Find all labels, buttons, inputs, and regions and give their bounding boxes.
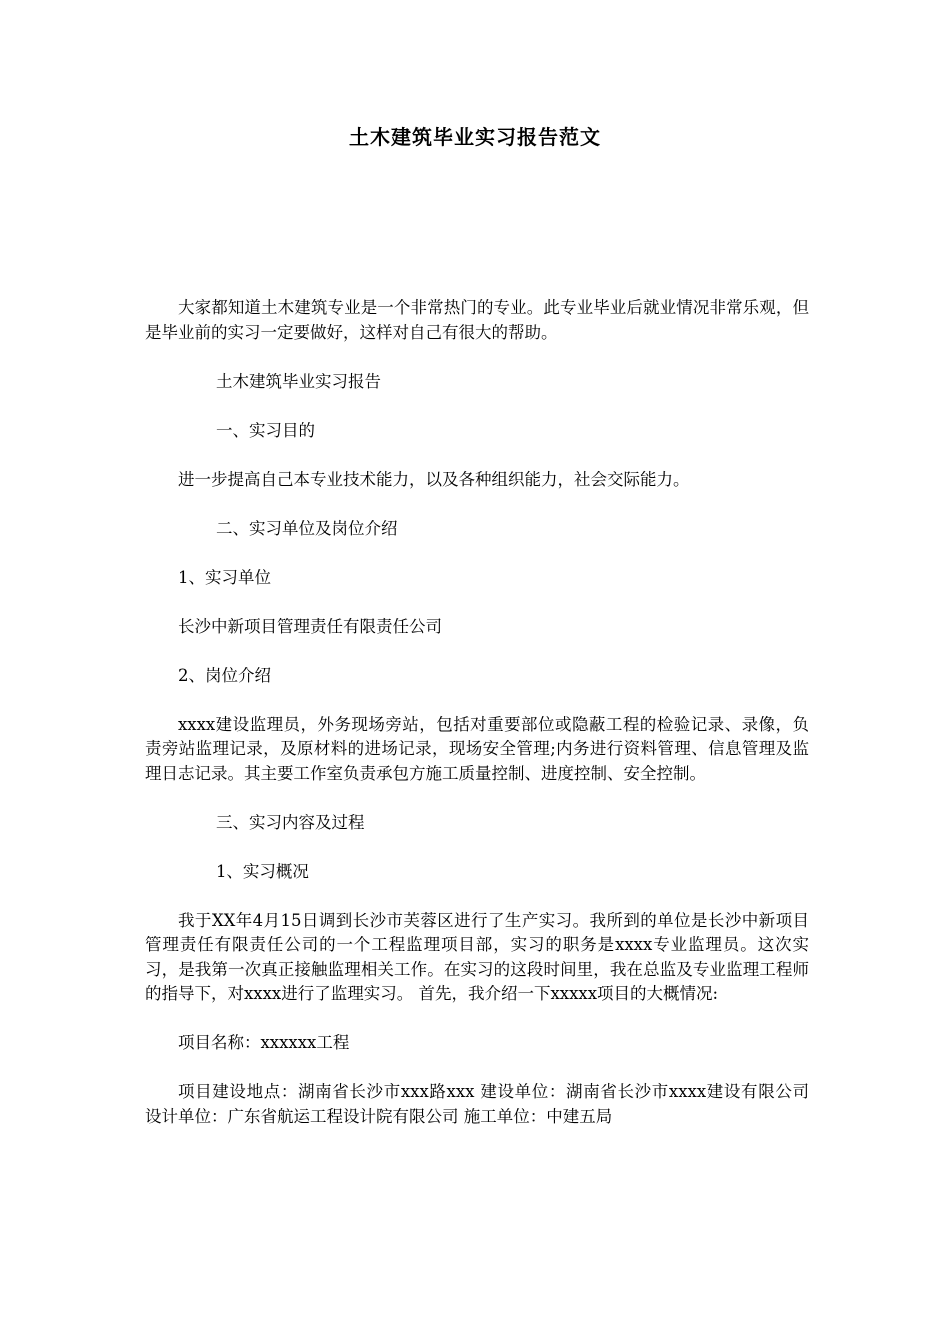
section-heading-purpose: 一、实习目的 [215, 420, 315, 440]
report-subtitle: 土木建筑毕业实习报告 [215, 371, 381, 391]
project-location-paragraph: 项目建设地点：湖南省长沙市xxx路xxx 建设单位：湖南省长沙市xxxx建设有限公司 设计单位：广东省航运工程设计院有限公司 施工单位：中建五局 [145, 1082, 809, 1126]
company-name: 长沙中新项目管理责任有限责任公司 [178, 616, 442, 636]
position-paragraph: xxxx建设监理员，外务现场旁站，包括对重要部位或隐蔽工程的检验记录、录像，负责旁站监理记录，及原材料的进场记录，现场安全管理;内务进行资料管理、信息管理及监理日志记录。其主要工作室负责承包方施工质量控制、进度控制、安全控制。 [145, 714, 809, 783]
subheading-unit: 1、实习单位 [178, 567, 271, 587]
subheading-position: 2、岗位介绍 [178, 665, 271, 685]
purpose-paragraph: 进一步提高自己本专业技术能力，以及各种组织能力，社会交际能力。 [178, 469, 690, 489]
document-body [145, 296, 809, 1129]
intro-paragraph: 大家都知道土木建筑专业是一个非常热门的专业。此专业毕业后就业情况非常乐观，但是毕业前的实习一定要做好，这样对自己有很大的帮助。 [145, 298, 809, 342]
overview-paragraph: 我于XX年4月15日调到长沙市芙蓉区进行了生产实习。我所到的单位是长沙中新项目管理责任有限责任公司的一个工程监理项目部，实习的职务是xxxx专业监理员。这次实习，是我第一次真正接触监理相关工作。在实习的这段时间里，我在总监及专业监理工程师的指导下，对xxxx进行了监理实习。 首先，我介绍一下xxxxx项目的大概情况: [145, 910, 809, 1003]
section-heading-content: 三、实习内容及过程 [215, 812, 365, 832]
subheading-overview: 1、实习概况 [215, 861, 309, 881]
document-title: 土木建筑毕业实习报告范文 [349, 125, 601, 149]
project-name: 项目名称：xxxxxx工程 [178, 1033, 350, 1052]
section-heading-unit: 二、实习单位及岗位介绍 [215, 518, 398, 538]
